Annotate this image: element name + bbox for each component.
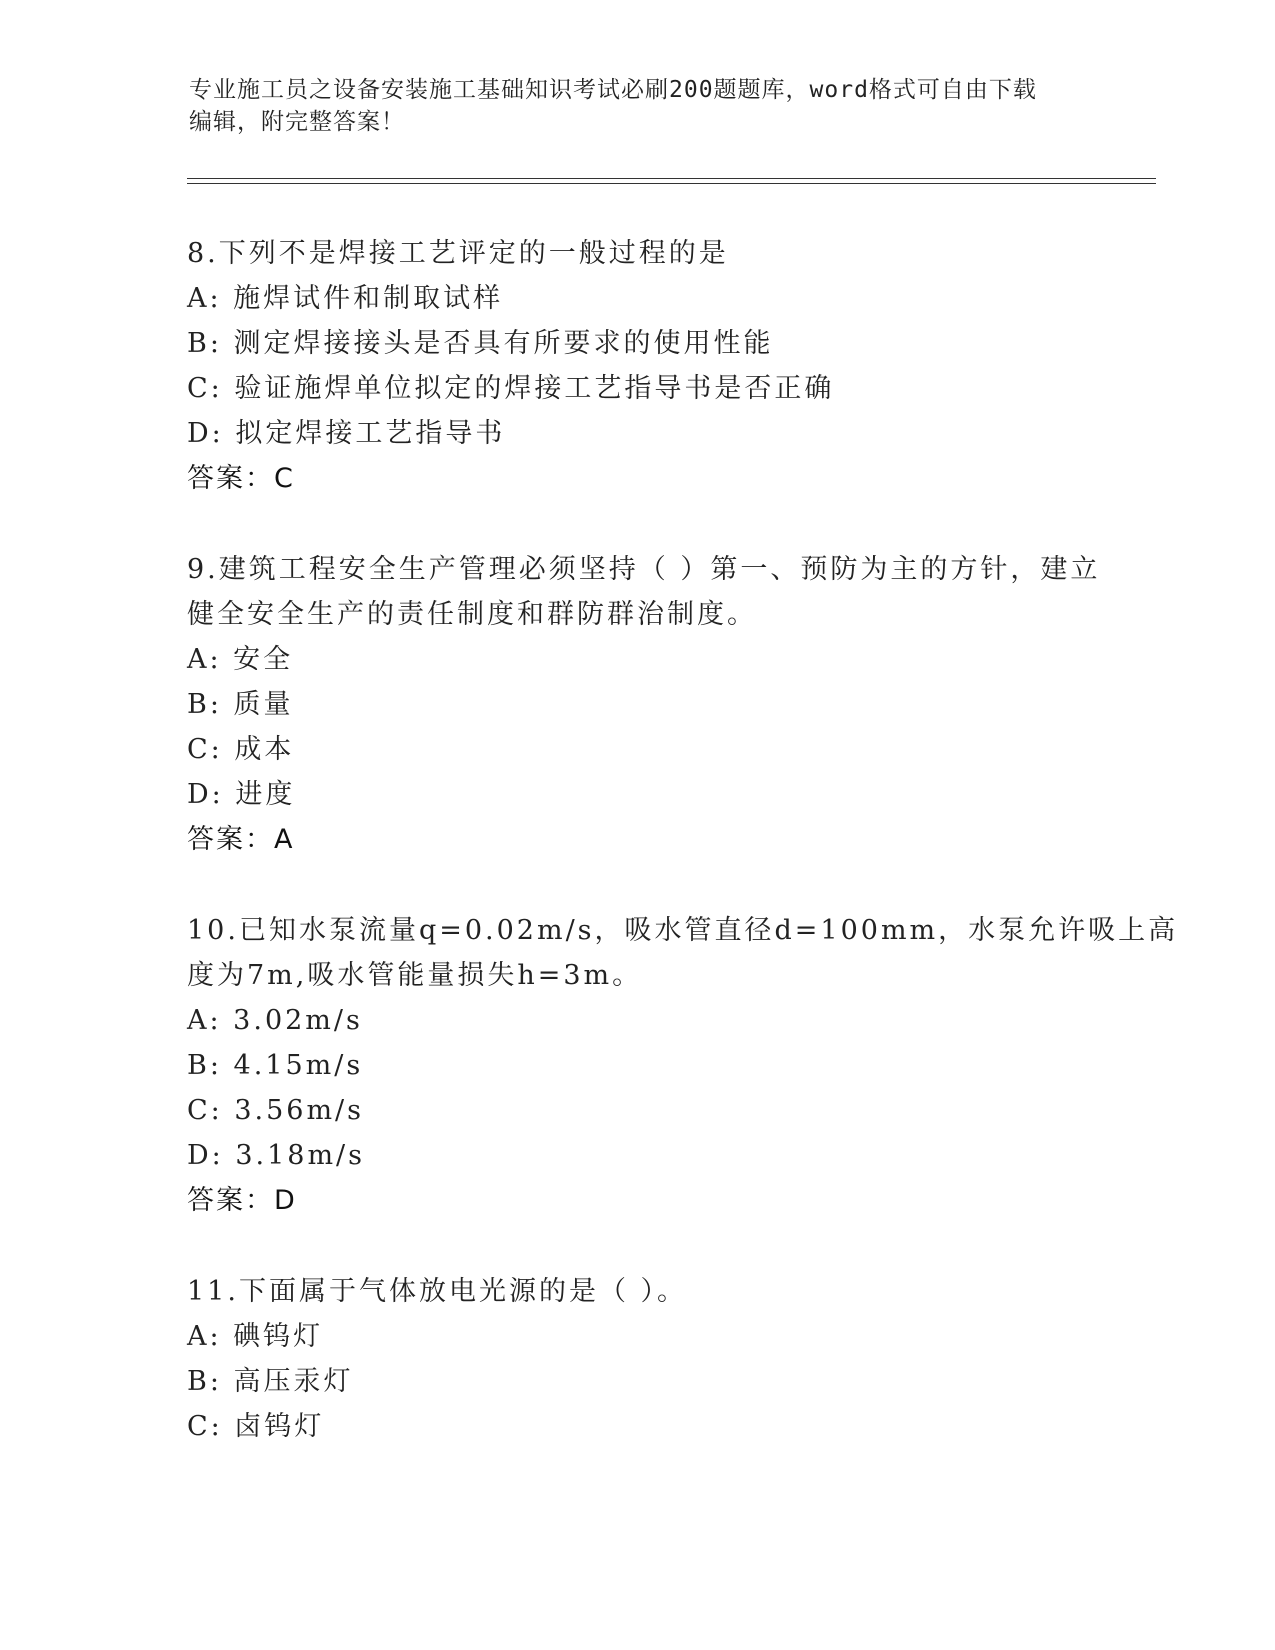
option-b: B: 质量 [187,689,294,720]
header-title-line-1: 专业施工员之设备安装施工基础知识考试必刷200题题库，word格式可自由下载 [189,77,1037,103]
option-a: A: 施焊试件和制取试样 [187,283,504,314]
question-stem-line-2: 健全安全生产的责任制度和群防群治制度。 [187,599,757,630]
header-divider-bottom [187,183,1156,184]
question-stem-line-1: 9.建筑工程安全生产管理必须坚持（ ）第一、预防为主的方针，建立 [187,554,1101,585]
answer-line: 答案：C [187,463,295,494]
option-b: B: 4.15m/s [187,1050,364,1081]
header-title-line-2: 编辑，附完整答案！ [189,109,405,135]
document-header [189,74,1089,138]
option-d: D: 3.18m/s [187,1140,365,1171]
answer-line: 答案：D [187,1185,297,1216]
option-d: D: 拟定焊接工艺指导书 [187,418,506,449]
question-stem-line-2: 度为7m,吸水管能量损失h=3m。 [187,960,643,991]
option-c: C: 成本 [187,734,295,765]
answer-line: 答案：A [187,824,295,855]
option-d: D: 进度 [187,779,296,810]
question-stem-line-1: 10.已知水泵流量q=0.02m/s，吸水管直径d=100mm，水泵允许吸上高 [187,915,1179,946]
option-c: C: 验证施焊单位拟定的焊接工艺指导书是否正确 [187,373,835,404]
option-c: C: 卤钨灯 [187,1411,325,1442]
header-divider-top [187,178,1156,179]
option-a: A: 3.02m/s [187,1005,363,1036]
option-b: B: 测定焊接接头是否具有所要求的使用性能 [187,328,774,359]
question-stem: 8.下列不是焊接工艺评定的一般过程的是 [187,238,729,269]
question-stem: 11.下面属于气体放电光源的是（ ）。 [187,1276,688,1307]
option-b: B: 高压汞灯 [187,1366,354,1397]
option-c: C: 3.56m/s [187,1095,365,1126]
option-a: A: 碘钨灯 [187,1321,324,1352]
option-a: A: 安全 [187,644,294,675]
